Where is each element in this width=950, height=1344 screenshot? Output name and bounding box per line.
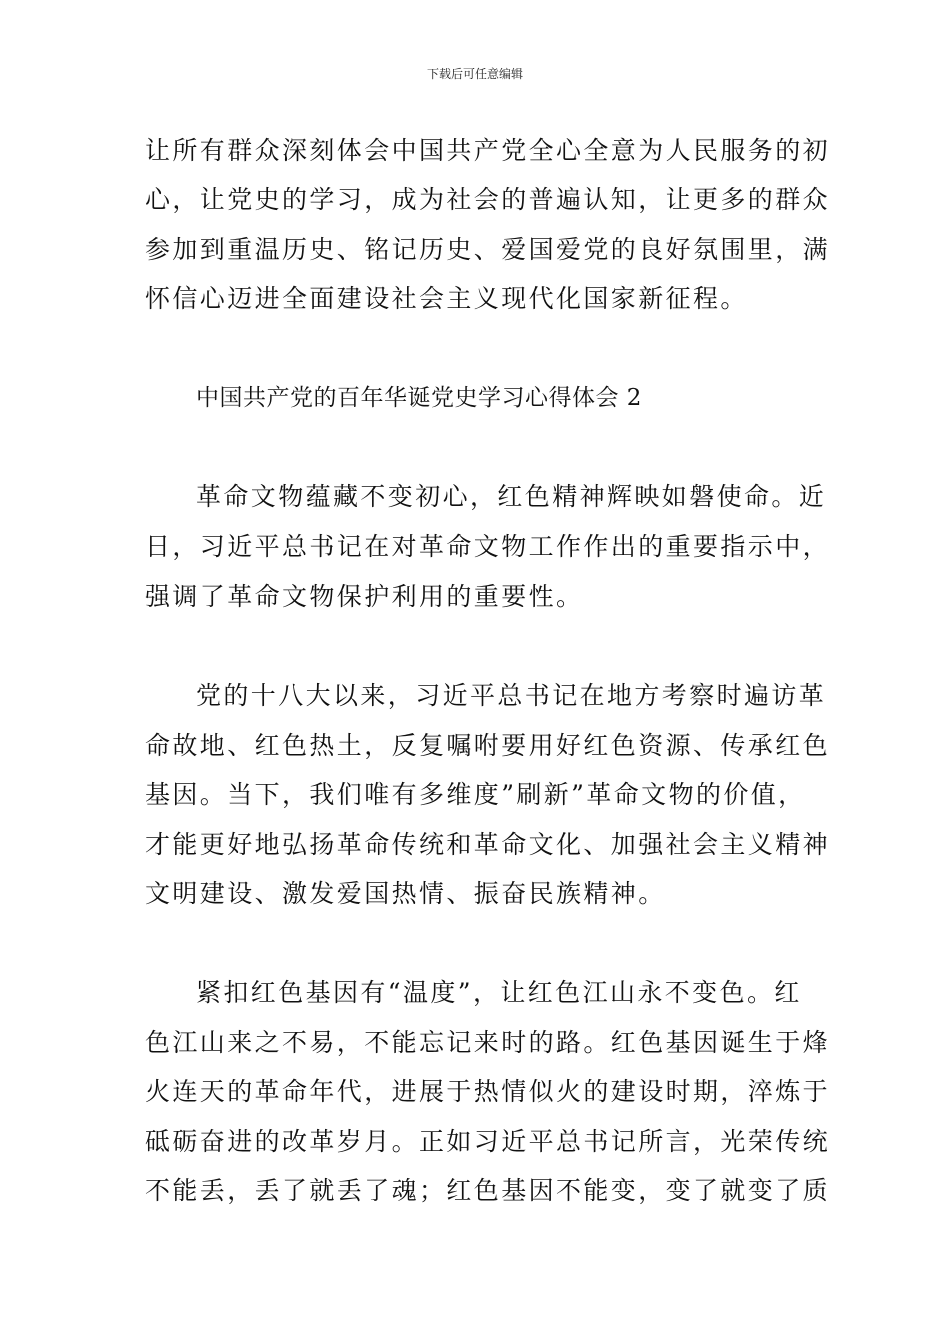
paragraph-1-line-1: 让所有群众深刻体会中国共产党全心全意为人民服务的初: [145, 136, 831, 165]
paragraph-3-line-1: 党的十八大以来，习近平总书记在地方考察时遍访革: [196, 681, 827, 710]
paragraph-1-line-2: 心，让党史的学习，成为社会的普遍认知，让更多的群众: [145, 185, 831, 214]
paragraph-2-line-3: 强调了革命文物保护利用的重要性。: [145, 582, 584, 611]
paragraph-4-line-3: 火连天的革命年代，进展于热情似火的建设时期，淬炼于: [145, 1077, 831, 1106]
paragraph-3-line-2: 命故地、红色热土，反复嘱咐要用好红色资源、传承红色: [145, 731, 831, 760]
paragraph-1-line-4: 怀信心迈进全面建设社会主义现代化国家新征程。: [145, 284, 748, 313]
paragraph-2-line-1: 革命文物蕴藏不变初心，红色精神辉映如磐使命。近: [196, 482, 827, 511]
paragraph-4-line-4: 砥砺奋进的改革岁月。正如习近平总书记所言，光荣传统: [145, 1127, 831, 1156]
paragraph-3-line-5: 文明建设、激发爱国热情、振奋民族精神。: [145, 879, 666, 908]
paragraph-4-line-1: 紧扣红色基因有“温度”，让红色江山永不变色。红: [196, 978, 802, 1007]
paragraph-3-line-3: 基因。当下，我们唯有多维度”刷新”革命文物的价值，: [145, 780, 806, 809]
paragraph-4-line-5: 不能丢，丢了就丢了魂；红色基因不能变，变了就变了质: [145, 1176, 831, 1205]
page-header: 下载后可任意编辑: [426, 67, 523, 81]
paragraph-1-line-3: 参加到重温历史、铭记历史、爱国爱党的良好氛围里，满: [145, 235, 831, 264]
paragraph-3-line-4: 才能更好地弘扬革命传统和革命文化、加强社会主义精神: [145, 830, 831, 859]
section-title: 中国共产党的百年华诞党史学习心得体会 2: [196, 385, 642, 411]
paragraph-2-line-2: 日，习近平总书记在对革命文物工作作出的重要指示中，: [145, 532, 831, 561]
paragraph-4-line-2: 色江山来之不易，不能忘记来时的路。红色基因诞生于烽: [145, 1028, 831, 1057]
